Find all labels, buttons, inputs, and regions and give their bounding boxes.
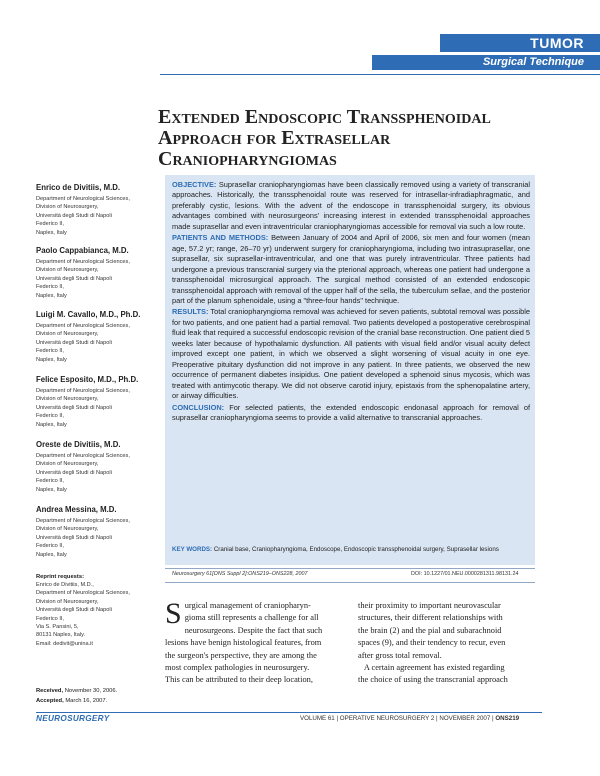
received-date: Received, November 30, 2006. bbox=[36, 688, 118, 694]
author-affiliation-line: Division of Neurosurgery, bbox=[36, 204, 99, 211]
reprint-line: 80131 Naples, Italy. bbox=[36, 632, 86, 639]
abstract-conclusion: CONCLUSION: For selected patients, the extended endoscopic endonasal approach for removal of suprasellar craniopharyngioma seems to provide a valid alternative to transcranial approaches. bbox=[172, 402, 530, 422]
author-affiliation-line: Università degli Studi di Napoli bbox=[36, 275, 112, 282]
header-rule bbox=[160, 74, 600, 75]
body-line: the surgeon's perspective, they are among the bbox=[165, 650, 317, 660]
author-name: Luigi M. Cavallo, M.D., Ph.D. bbox=[36, 310, 141, 319]
author-affiliation-line: Naples, Italy bbox=[36, 356, 67, 363]
author-affiliation-line: Department of Neurological Sciences, bbox=[36, 259, 130, 265]
author-affiliation-line: Naples, Italy bbox=[36, 421, 67, 428]
body-line: the choice of using the transcranial approach bbox=[358, 675, 508, 685]
title-line-2: Approach for Extrasellar bbox=[158, 127, 391, 149]
author-name: Paolo Cappabianca, M.D. bbox=[36, 246, 129, 255]
body-line: gioma still represents a challenge for all bbox=[184, 613, 319, 623]
author-affiliation-line: Department of Neurological Sciences, bbox=[36, 196, 130, 202]
reprint-label: Reprint requests: bbox=[36, 574, 84, 580]
author-name: Oreste de Divitiis, M.D. bbox=[36, 440, 121, 449]
accepted-date: Accepted, March 16, 2007. bbox=[36, 698, 108, 704]
doi[interactable]: DOI: 10.1227/01.NEU.0000281311.98131.24 bbox=[411, 571, 519, 577]
citation-ref: Neurosurgery 61[ONS Suppl 2]:ONS219–ONS228, 2007 bbox=[172, 571, 308, 577]
drop-cap: S bbox=[165, 597, 182, 630]
author-affiliation-line: Department of Neurological Sciences, bbox=[36, 518, 130, 524]
title-line-1: Extended Endoscopic Transsphenoidal bbox=[158, 106, 491, 128]
objective-label: OBJECTIVE: bbox=[172, 180, 217, 189]
author-affiliation-line: Naples, Italy bbox=[36, 551, 67, 558]
reprint-line: Enrico de Divitiis, M.D., bbox=[36, 582, 94, 588]
title-line-3: Craniopharyngiomas bbox=[158, 148, 337, 170]
author-affiliation-line: Division of Neurosurgery, bbox=[36, 331, 99, 338]
subsection-tag: Surgical Technique bbox=[372, 55, 600, 70]
author-block bbox=[36, 375, 160, 429]
author-affiliation-line: Naples, Italy bbox=[36, 229, 67, 236]
author-affiliation-line: Division of Neurosurgery, bbox=[36, 461, 99, 468]
author-block bbox=[36, 310, 160, 364]
reprint-line: Via S. Pansini, 5, bbox=[36, 624, 79, 631]
author-name: Andrea Messina, M.D. bbox=[36, 505, 117, 514]
author-block bbox=[36, 183, 160, 237]
keywords-label: KEY WORDS: bbox=[172, 546, 213, 553]
reprint-line: Department of Neurological Sciences, bbox=[36, 590, 130, 597]
author-affiliation-line: Federico II, bbox=[36, 221, 64, 228]
keywords: KEY WORDS: Cranial base, Craniopharyngioma, Endoscope, Endoscopic transsphenoidal surgery, Suprasellar lesions bbox=[172, 546, 499, 553]
body-line: neurosurgeons. Despite the fact that such bbox=[184, 625, 323, 635]
body-line: A certain agreement has existed regarding bbox=[358, 663, 505, 673]
author-affiliation-line: Federico II, bbox=[36, 478, 64, 485]
article-title bbox=[158, 107, 538, 170]
author-affiliation-line: Naples, Italy bbox=[36, 292, 67, 299]
author-affiliation-line: Università degli Studi di Napoli bbox=[36, 534, 112, 541]
reprint-line: Università degli Studi di Napoli bbox=[36, 607, 112, 614]
author-affiliation-line: Università degli Studi di Napoli bbox=[36, 469, 112, 476]
body-line: most complex pathologies in neurosurgery. bbox=[165, 663, 310, 673]
reprint-requests bbox=[36, 574, 160, 648]
abstract-results: RESULTS: Total craniopharyngioma removal was achieved for seven patients, subtotal removal was possible for two patients, and one patient had a partial removal. Two patients developed a postoperative cerebrospinal fluid leak that required a successful endoscopic revision of the cranial base reconstruction. One patient died 5 weeks later because of hypothalamic dysfunction. All patients with visual field and/or visual acuity defect improved except one patient, in which we observed a slight worsening of visual acuity in one eye. Preoperative pituitary dysfunction did not improve in any patient. In three patients, we observed the new occurrence of permanent diabetes insipidus. One patient developed a sphenoid sinus mycosis, which was treated with antimycotic therapy. We did not observe carotid injury, epistaxis from the sphenopalatine artery, or airway difficulties. bbox=[172, 307, 530, 401]
author-affiliation-line: Department of Neurological Sciences, bbox=[36, 388, 130, 394]
body-column-1 bbox=[165, 597, 345, 687]
author-block bbox=[36, 246, 160, 300]
body-line: the brain (2) and the pial and subarachnoid bbox=[358, 625, 502, 635]
author-affiliation-line: Federico II, bbox=[36, 348, 64, 355]
section-tag: TUMOR bbox=[440, 34, 600, 52]
results-label: RESULTS: bbox=[172, 307, 209, 317]
body-column-2 bbox=[358, 600, 542, 687]
author-name: Felice Esposito, M.D., Ph.D. bbox=[36, 375, 139, 384]
author-block bbox=[36, 440, 160, 494]
body-line: urgical management of craniopharyn- bbox=[184, 601, 311, 610]
author-name: Enrico de Divitiis, M.D. bbox=[36, 183, 121, 192]
author-affiliation-line: Federico II, bbox=[36, 284, 64, 291]
dates-block bbox=[36, 686, 160, 706]
author-affiliation-line: Università degli Studi di Napoli bbox=[36, 339, 112, 346]
author-affiliation-line: Department of Neurological Sciences, bbox=[36, 453, 130, 459]
body-line: lesions have benign histological features, from bbox=[165, 638, 322, 648]
body-line: their proximity to important neurovascular bbox=[358, 601, 501, 610]
reprint-line: Division of Neurosurgery, bbox=[36, 598, 99, 605]
abstract-methods: PATIENTS AND METHODS: Between January of 2004 and April of 2006, six men and four women (mean age, 57.2 yr; range, 26–70 yr) underwent surgery for craniopharyngioma, including two intrasuprasellar, one suprasellar, six suprasellar-intraventricular, and one that was purely intraventricular. Three patients had undergone a previous transcranial surgery via the pterional approach, whereas one patient had undergone a transsphenoidal microsurgical approach. The surgical method consisted of an extended endoscopic transsphenoidal approach with removal of the upper half of the sella, the tuberculum sellae, and the posterior part of the planum sphenoidale, using a "three-four hands" technique. bbox=[172, 233, 530, 305]
reprint-email: Email: dedivit@unina.it bbox=[36, 640, 93, 647]
author-affiliation-line: Naples, Italy bbox=[36, 486, 67, 493]
journal-logo: NEUROSURGERY bbox=[36, 714, 110, 723]
citation-rule bbox=[165, 582, 535, 583]
conclusion-label: CONCLUSION: bbox=[172, 402, 225, 412]
author-block bbox=[36, 505, 160, 559]
footer-rule bbox=[36, 712, 542, 713]
body-line: This can be attributed to their deep location, bbox=[165, 675, 313, 685]
abstract bbox=[172, 180, 530, 424]
methods-label: PATIENTS AND METHODS: bbox=[172, 233, 269, 243]
body-line: after gross total removal. bbox=[358, 650, 442, 660]
author-affiliation-line: Division of Neurosurgery, bbox=[36, 267, 99, 274]
author-affiliation-line: Federico II, bbox=[36, 413, 64, 420]
page-number: ONS219 bbox=[495, 715, 520, 722]
author-affiliation-line: Università degli Studi di Napoli bbox=[36, 404, 112, 411]
footer-meta: VOLUME 61 | OPERATIVE NEUROSURGERY 2 | NOVEMBER 2007 | ONS219 bbox=[300, 715, 520, 722]
author-affiliation-line: Università degli Studi di Napoli bbox=[36, 212, 112, 219]
author-affiliation-line: Division of Neurosurgery, bbox=[36, 396, 99, 403]
author-affiliation-line: Department of Neurological Sciences, bbox=[36, 323, 130, 329]
author-affiliation-line: Federico II, bbox=[36, 543, 64, 550]
body-line: spaces (9), and their tendency to recur, even bbox=[358, 638, 506, 648]
body-line: structures, their different relationships with bbox=[358, 613, 503, 623]
citation-rule bbox=[165, 568, 535, 569]
author-affiliation-line: Division of Neurosurgery, bbox=[36, 526, 99, 533]
reprint-line: Federico II, bbox=[36, 615, 64, 622]
abstract-objective: OBJECTIVE: Suprasellar craniopharyngiomas have been classically removed using a variety of transcranial approaches. Historically, the transsphenoidal route was reserved for intrasellar-infradiaphragmatic, and preferably cystic, lesions. With the advent of the endoscope in transsphenoidal surgery, its obvious advantages combined with neurosurgeons' increasing interest in extended transsphenoidal approaches made suprasellar and even intraventricular craniopharyngiomas accessible for removal via such a low route. bbox=[172, 180, 530, 231]
